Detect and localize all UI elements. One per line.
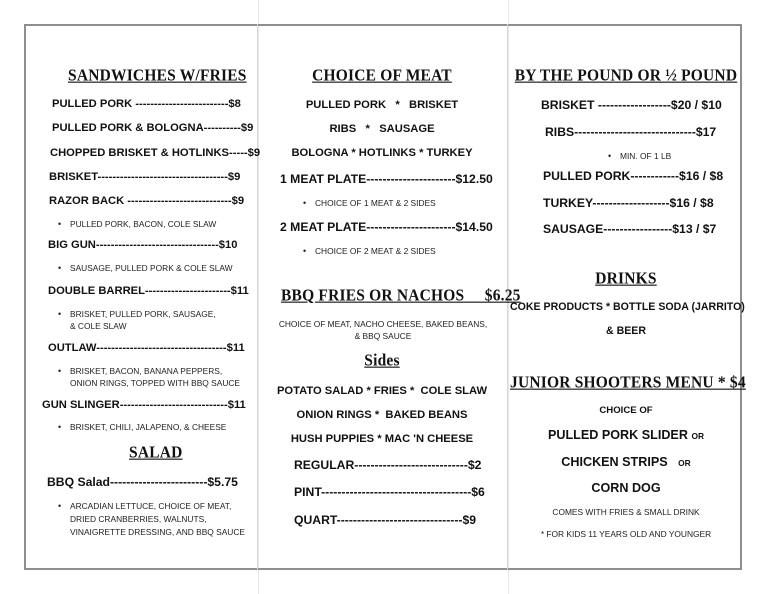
choice-of-meat-title: CHOICE OF MEAT bbox=[312, 65, 452, 85]
drinks-line-2: & BEER bbox=[605, 325, 647, 337]
by-the-pound-title: BY THE POUND OR ½ POUND bbox=[514, 65, 738, 85]
menu-item-chopped-brisket: CHOPPED BRISKET & HOTLINKS-----$9 bbox=[50, 147, 261, 159]
double-barrel-description: • BRISKET, PULLED PORK, SAUSAGE, & COLE SLAW bbox=[70, 308, 220, 332]
outlaw-description: • BRISKET, BACON, BANANA PEPPERS, ONION RINGS, TOPPED WITH BBQ SAUCE bbox=[70, 365, 250, 389]
sandwiches-title: SANDWICHES W/FRIES bbox=[68, 65, 247, 85]
menu-item-pulled-pork-bologna: PULLED PORK & BOLOGNA----------$9 bbox=[52, 122, 254, 134]
bbq-fries-nachos-title: BBQ FRIES OR NACHOS $6.25 bbox=[281, 285, 521, 305]
junior-pulled-pork-slider bbox=[510, 428, 742, 442]
junior-age-note: * FOR KIDS 11 YEARS OLD AND YOUNGER bbox=[540, 529, 712, 539]
menu-item-gun-slinger: GUN SLINGER-----------------------------$11 bbox=[42, 399, 246, 411]
junior-comes-with-note: COMES WITH FRIES & SMALL DRINK bbox=[552, 507, 700, 517]
sides-line-2: ONION RINGS * BAKED BEANS bbox=[296, 409, 468, 421]
menu-item-double-barrel: DOUBLE BARREL-----------------------$11 bbox=[48, 285, 249, 297]
gun-slinger-description: • BRISKET, CHILI, JALAPENO, & CHEESE bbox=[70, 421, 250, 433]
pound-brisket: BRISKET ------------------$20 / $10 bbox=[541, 98, 722, 112]
bbq-salad-description: • ARCADIAN LETTUCE, CHOICE OF MEAT, DRIED CRANBERRIES, WALNUTS, VINAIGRETTE DRESSING, AND BBQ SAUCE bbox=[70, 500, 255, 538]
pound-turkey: TURKEY-------------------$16 / $8 bbox=[543, 196, 714, 210]
two-meat-plate: 2 MEAT PLATE----------------------$14.50 bbox=[280, 220, 493, 234]
junior-shooters-title: JUNIOR SHOOTERS MENU * $4 bbox=[510, 372, 746, 392]
panel-divider-1 bbox=[257, 24, 258, 570]
bbq-fries-nachos-description: CHOICE OF MEAT, NACHO CHEESE, BAKED BEANS, & BBQ SAUCE bbox=[278, 319, 488, 341]
slider-label: PULLED PORK SLIDER bbox=[547, 428, 688, 442]
meat-options-line-2: RIBS * SAUSAGE bbox=[329, 123, 435, 135]
one-meat-plate: 1 MEAT PLATE----------------------$12.50 bbox=[280, 172, 493, 186]
sides-line-3: HUSH PUPPIES * MAC 'N CHEESE bbox=[290, 433, 474, 445]
or-label-2: OR bbox=[678, 458, 691, 468]
pound-pulled-pork: PULLED PORK------------$16 / $8 bbox=[543, 169, 724, 183]
one-meat-plate-description: • CHOICE OF 1 MEAT & 2 SIDES bbox=[315, 197, 436, 209]
junior-chicken-strips bbox=[510, 455, 742, 469]
menu-item-brisket: BRISKET-----------------------------------$9 bbox=[49, 171, 241, 183]
junior-corn-dog: CORN DOG bbox=[591, 481, 661, 495]
razor-back-description: • PULLED PORK, BACON, COLE SLAW bbox=[70, 218, 250, 230]
ribs-minimum-note: • MIN. OF 1 LB bbox=[620, 150, 671, 162]
side-size-pint: PINT-------------------------------------$6 bbox=[294, 485, 485, 499]
menu-item-bbq-salad: BBQ Salad------------------------$5.75 bbox=[47, 475, 238, 489]
menu-item-razor-back: RAZOR BACK ----------------------------$9 bbox=[49, 195, 245, 207]
drinks-line-1: COKE PRODUCTS * BOTTLE SODA (JARRITO) bbox=[510, 301, 745, 313]
choice-of-label: CHOICE OF bbox=[599, 405, 653, 416]
menu-item-outlaw: OUTLAW-----------------------------------$11 bbox=[48, 342, 245, 354]
drinks-title: DRINKS bbox=[595, 268, 657, 288]
salad-title: SALAD bbox=[129, 442, 183, 462]
pound-sausage: SAUSAGE-----------------$13 / $7 bbox=[543, 222, 717, 236]
big-gun-description: • SAUSAGE, PULLED PORK & COLE SLAW bbox=[70, 262, 250, 274]
strips-label: CHICKEN STRIPS bbox=[561, 455, 668, 469]
menu-item-pulled-pork: PULLED PORK -------------------------$8 bbox=[52, 98, 241, 110]
meat-options-line-3: BOLOGNA * HOTLINKS * TURKEY bbox=[291, 147, 473, 159]
menu-item-big-gun: BIG GUN---------------------------------$10 bbox=[48, 239, 238, 251]
pound-ribs: RIBS------------------------------$17 bbox=[545, 125, 717, 139]
or-label-1: OR bbox=[691, 431, 704, 441]
side-size-regular: REGULAR----------------------------$2 bbox=[294, 458, 482, 472]
meat-options-line-1: PULLED PORK * BRISKET bbox=[305, 99, 459, 111]
sides-title: Sides bbox=[364, 350, 400, 370]
two-meat-plate-description: • CHOICE OF 2 MEAT & 2 SIDES bbox=[315, 245, 436, 257]
side-size-quart: QUART-------------------------------$9 bbox=[294, 513, 477, 527]
sides-line-1: POTATO SALAD * FRIES * COLE SLAW bbox=[276, 385, 488, 397]
